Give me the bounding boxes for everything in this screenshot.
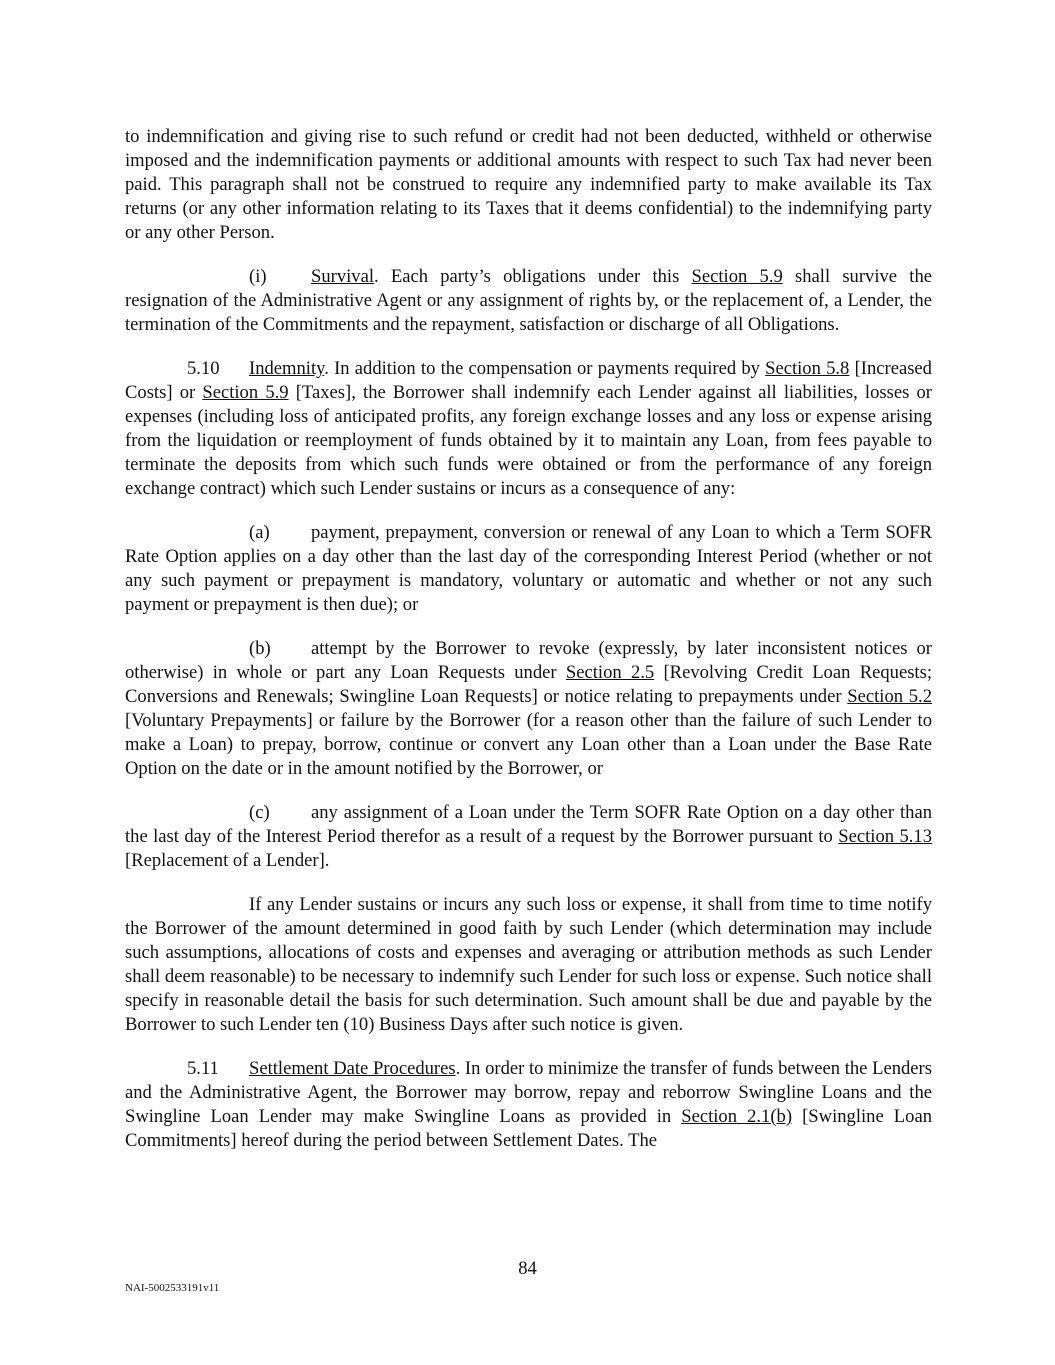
item-a: (a) payment, prepayment, conversion or renewal of any Loan to which a Term SOFR Rate Option applies on a day other than the last day of the corresponding Interest Period (whether or not any such payment or prepayment is mandatory, voluntary or automatic and whether or not any such payment or prepayment is then due); or	[125, 522, 932, 615]
item-c: (c) any assignment of a Loan under the Term SOFR Rate Option on a day other than the last day of the Interest Period therefor as a result of a request by the Borrower pursuant to Section 5.13 [Replacement of a Lender].	[125, 802, 932, 871]
section-ref-2-1-b[interactable]: Section 2.1(b)	[681, 1106, 793, 1127]
document-id: NAI-5002533191v11	[125, 1282, 220, 1294]
document-page	[125, 125, 932, 1173]
section-ref-5-13[interactable]: Section 5.13	[838, 826, 932, 847]
section-5-11-settlement: 5.11 Settlement Date Procedures. In order to minimize the transfer of funds between the Lenders and the Administrative Agent, the Borrower may borrow, repay and reborrow Swingline Loans and the Swingline Loan Lender may make Swingline Loans as provided in Section 2.1(b) [Swingline Loan Commitments] hereof during the period between Settlement Dates. The	[125, 1058, 932, 1151]
item-number: (c)	[249, 802, 270, 823]
section-ref-5-2[interactable]: Section 5.2	[847, 686, 932, 707]
paragraph-loss-notice: If any Lender sustains or incurs any such loss or expense, it shall from time to time notify the Borrower of the amount determined in good faith by such Lender (which determination may include such assumptions, allocations of costs and expenses and averaging or attribution methods as such Lender shall deem reasonable) to be necessary to indemnify such Lender for such loss or expense. Such notice shall specify in reasonable detail the basis for such determination. Such amount shall be due and payable by the Borrower to such Lender ten (10) Business Days after such notice is given.	[125, 894, 932, 1035]
section-ref-5-9[interactable]: Section 5.9	[691, 266, 783, 287]
item-number: (a)	[249, 522, 270, 543]
section-number: 5.11	[187, 1058, 219, 1079]
indemnity-heading: Indemnity	[249, 358, 325, 379]
item-number: (i)	[249, 266, 267, 287]
section-number: 5.10	[187, 358, 220, 379]
section-survival: (i) Survival. Each party’s obligations under this Section 5.9 shall survive the resignation of the Administrative Agent or any assignment of rights by, or the replacement of, a Lender, the termination of the Commitments and the repayment, satisfaction or discharge of all Obligations.	[125, 266, 932, 335]
survival-heading: Survival	[311, 266, 375, 287]
item-b: (b) attempt by the Borrower to revoke (expressly, by later inconsistent notices or otherwise) in whole or part any Loan Requests under Section 2.5 [Revolving Credit Loan Requests; Conversions and Renewals; Swingline Loan Requests] or notice relating to prepayments under Section 5.2 [Voluntary Prepayments] or failure by the Borrower (for a reason other than the failure of such Lender to make a Loan) to prepay, borrow, continue or convert any Loan other than a Loan under the Base Rate Option on the date or in the amount notified by the Borrower, or	[125, 638, 932, 779]
item-number: (b)	[249, 638, 271, 659]
settlement-heading: Settlement Date Procedures	[249, 1058, 456, 1079]
page-number: 84	[518, 1258, 537, 1279]
paragraph-continuation: to indemnification and giving rise to such refund or credit had not been deducted, withheld or otherwise imposed and the indemnification payments or additional amounts with respect to such Tax had never been paid. This paragraph shall not be construed to require any indemnified party to make available its Tax returns (or any other information relating to its Taxes that it deems confidential) to the indemnifying party or any other Person.	[125, 126, 932, 243]
section-ref-5-8[interactable]: Section 5.8	[765, 358, 850, 379]
section-ref-5-9[interactable]: Section 5.9	[202, 382, 289, 403]
section-ref-2-5[interactable]: Section 2.5	[565, 662, 655, 683]
section-5-10-indemnity: 5.10 Indemnity. In addition to the compensation or payments required by Section 5.8 [Increased Costs] or Section 5.9 [Taxes], the Borrower shall indemnify each Lender against all liabilities, losses or expenses (including loss of anticipated profits, any foreign exchange losses and any loss or expense arising from the liquidation or reemployment of funds obtained by it to maintain any Loan, from fees payable to terminate the deposits from which such funds were obtained or from the performance of any foreign exchange contract) which such Lender sustains or incurs as a consequence of any:	[125, 358, 932, 499]
